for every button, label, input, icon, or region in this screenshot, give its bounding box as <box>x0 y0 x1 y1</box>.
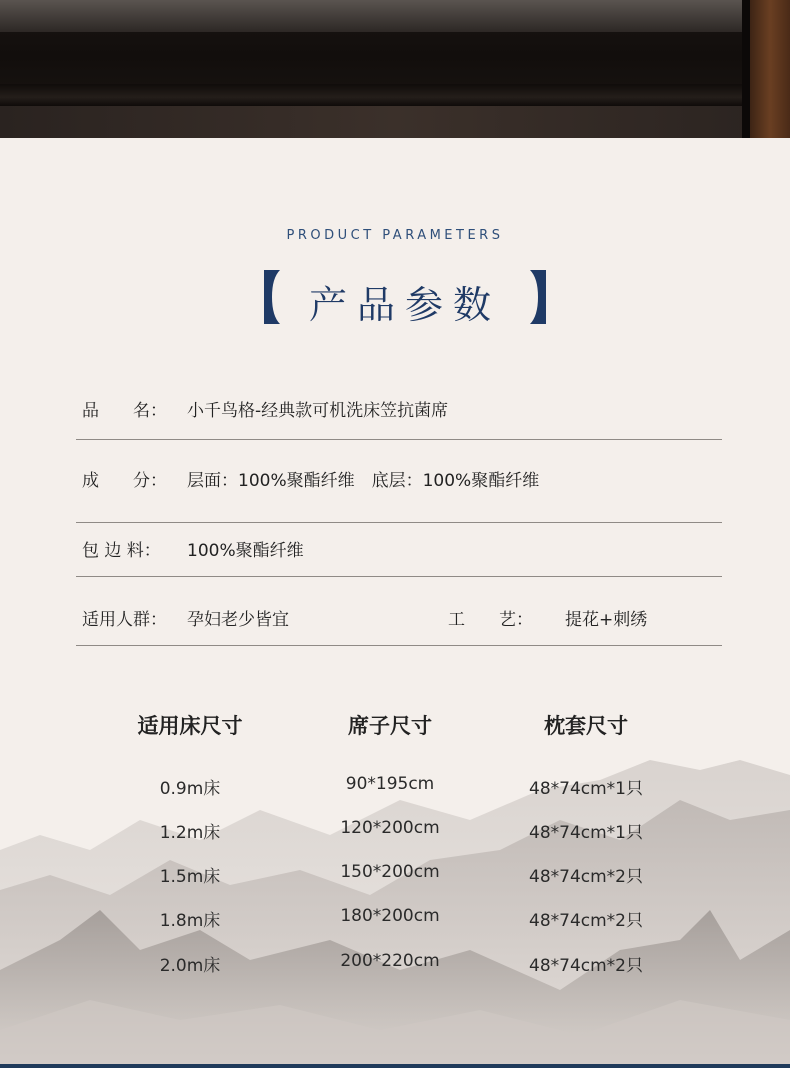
table-cell: 48*74cm*1只 <box>529 823 643 843</box>
param-value: 提花+刺绣 <box>565 610 648 630</box>
table-cell: 1.8m床 <box>159 911 221 931</box>
section-title-block <box>260 268 550 326</box>
table-cell: 48*74cm*2只 <box>529 867 643 887</box>
bottom-accent-bar <box>0 1064 790 1068</box>
bed-post <box>742 0 750 138</box>
divider <box>76 645 722 646</box>
param-value: 孕妇老少皆宜 <box>187 610 289 630</box>
divider <box>76 522 722 523</box>
param-label: 适用人群： <box>82 610 167 630</box>
table-cell: 90*195cm <box>345 774 435 794</box>
table-cell: 180*200cm <box>340 906 440 926</box>
left-bracket-icon <box>260 268 284 326</box>
right-bracket-icon <box>526 268 550 326</box>
divider <box>76 439 722 440</box>
mattress-top <box>0 0 790 32</box>
table-cell: 200*220cm <box>340 951 440 971</box>
table-cell: 48*74cm*2只 <box>529 911 643 931</box>
divider <box>76 576 722 577</box>
table-cell: 0.9m床 <box>159 779 221 799</box>
table-cell: 150*200cm <box>340 862 440 882</box>
table-header-mat-size: 席子尺寸 <box>348 714 432 738</box>
param-label: 包 边 料： <box>82 541 161 561</box>
table-header-pillowcase-size: 枕套尺寸 <box>544 714 628 738</box>
product-photo-strip <box>0 0 790 138</box>
table-cell: 48*74cm*2只 <box>529 956 643 976</box>
param-label: 品 名： <box>82 401 167 421</box>
param-label: 成 分： <box>82 471 167 491</box>
bed-frame-base <box>0 106 790 138</box>
table-cell: 1.2m床 <box>159 823 221 843</box>
wood-panel <box>750 0 790 138</box>
param-value: 100%聚酯纤维 <box>187 541 304 561</box>
table-cell: 48*74cm*1只 <box>529 779 643 799</box>
table-cell: 120*200cm <box>340 818 440 838</box>
param-label: 工 艺： <box>448 610 533 630</box>
table-cell: 2.0m床 <box>159 956 221 976</box>
table-header-bed-size: 适用床尺寸 <box>137 714 243 738</box>
param-value: 层面：100%聚酯纤维 底层：100%聚酯纤维 <box>187 471 540 491</box>
section-subtitle: PRODUCT PARAMETERS <box>286 228 504 243</box>
section-title: 产品参数 <box>308 283 501 327</box>
bed-frame-edge <box>0 84 790 106</box>
param-value: 小千鸟格-经典款可机洗床笠抗菌席 <box>187 401 449 421</box>
table-cell: 1.5m床 <box>159 867 221 887</box>
